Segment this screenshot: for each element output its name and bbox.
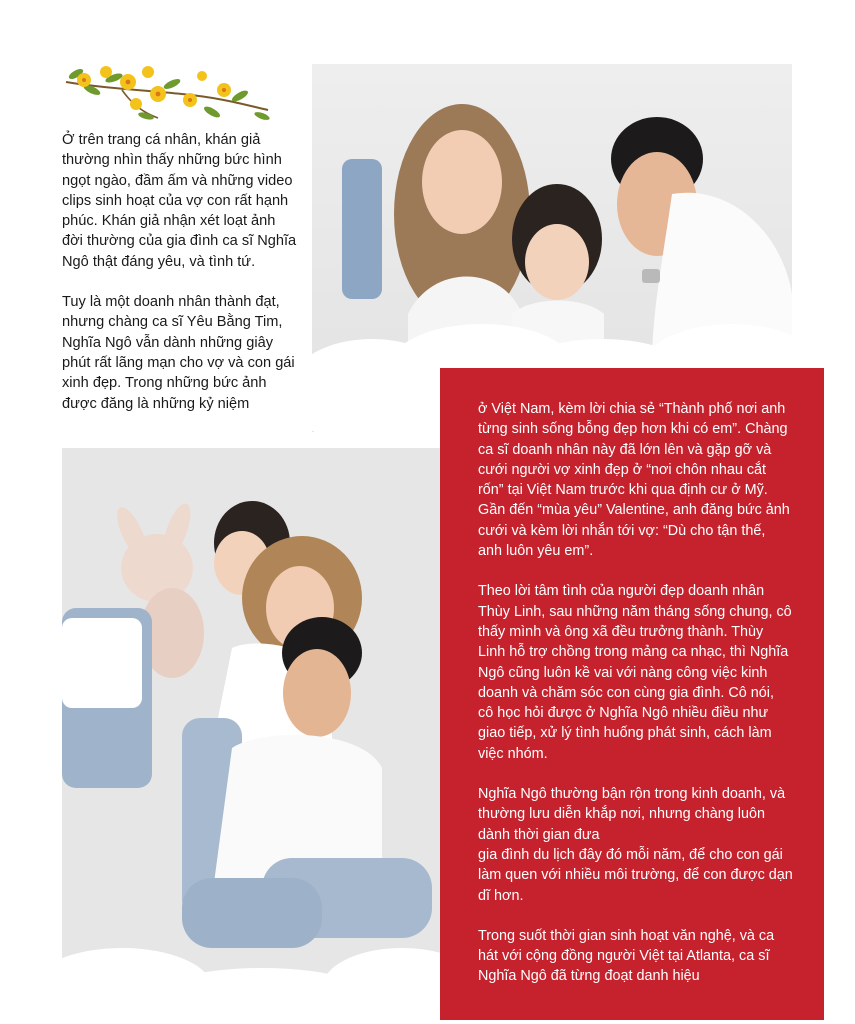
red-paragraph-3	[478, 784, 793, 906]
red-paragraph-2: Theo lời tâm tình của người đẹp doanh nhân Thùy Linh, sau những năm tháng sống chung, cô thấy mình và ông xã đều trưởng thành. Thùy Linh hỗ trợ chồng trong mảng ca nhạc, thì Nghĩa Ngô cũng luôn kề vai với nàng công việc kinh doanh và chăm sóc con cùng gia đình. Cô nói, cô học hỏi được ở Nghĩa Ngô nhiều điều như giao tiếp, xử lý tình huống phát sinh, cách làm việc nhóm.	[478, 583, 792, 762]
red-paragraph-3-line-2: gia đình du lịch đây đó mỗi năm, để cho con gái làm quen với nhiều môi trường, để con được dạn dĩ hơn.	[478, 846, 793, 904]
left-paragraph-1: Ở trên trang cá nhân, khán giả thường nhìn thấy những bức hình ngọt ngào, đầm ấm và những video clips sinh hoạt của vợ con rất hạnh phúc. Khán giả nhận xét loạt ảnh đời thường của gia đình ca sĩ Nghĩa Ngô thật đáng yêu, và tình tứ.	[62, 132, 297, 270]
red-paragraph-4: Trong suốt thời gian sinh hoạt văn nghệ, và ca hát với cộng đồng người Việt tại Atlanta, ca sĩ Nghĩa Ngô đã từng đoạt danh hiệu	[478, 927, 775, 985]
red-panel-text	[478, 399, 793, 1007]
red-paragraph-3-line-1: Nghĩa Ngô thường bận rộn trong kinh doanh, và thường lưu diễn khắp nơi, nhưng chàng luôn dành thời gian đưa	[478, 786, 786, 843]
red-paragraph-1: ở Việt Nam, kèm lời chia sẻ “Thành phố nơi anh từng sinh sống bỗng đẹp hơn khi có em”. Chàng ca sĩ doanh nhân này đã lớn lên và gặp gỡ và cưới người vợ xinh đẹp ở “nơi chôn nhau cắt rốn” tại Việt Nam trước khi qua định cư ở Mỹ. Gần đến “mùa yêu” Valentine, anh đăng bức ảnh cưới và kèm lời nhắn tới vợ: “Dù cho tận thế, anh luôn yêu em”.	[478, 401, 790, 560]
left-text-column	[62, 130, 300, 434]
family-photo-stacked	[62, 448, 444, 1018]
yellow-flower-branch-decoration	[62, 60, 272, 126]
left-paragraph-2: Tuy là một doanh nhân thành đạt, nhưng chàng ca sĩ Yêu Bằng Tim, Nghĩa Ngô vẫn dành những giây phút rất lãng mạn cho vợ và con gái xinh đẹp. Trong những bức ảnh được đăng là những kỷ niệm	[62, 294, 295, 412]
